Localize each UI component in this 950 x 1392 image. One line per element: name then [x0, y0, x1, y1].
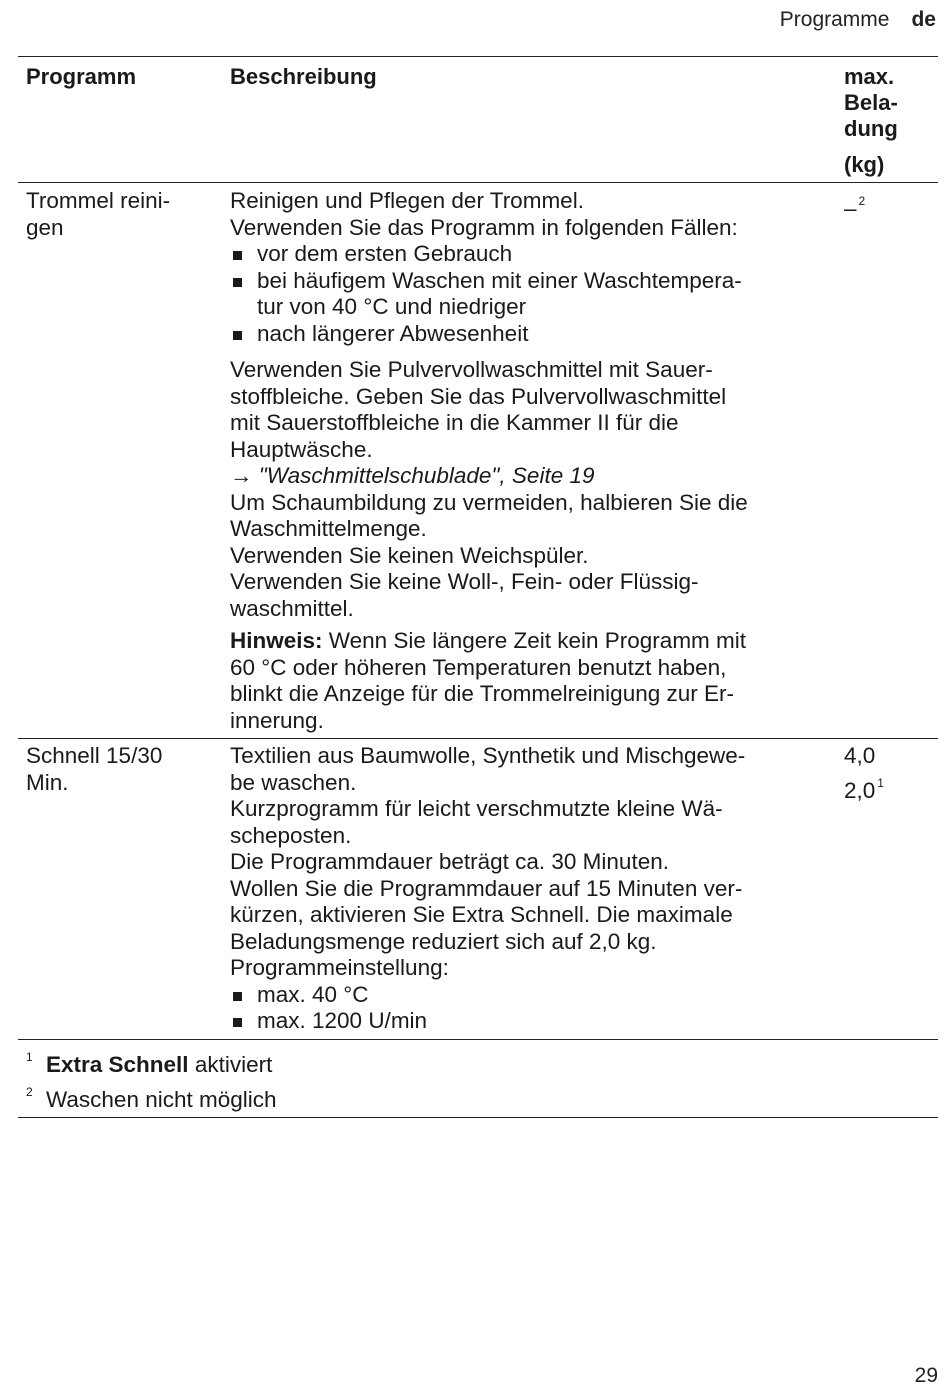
- text-line: be waschen.: [230, 769, 357, 795]
- text-line: 60 °C oder höheren Temperaturen benutzt haben,: [230, 654, 727, 680]
- text-line: Die Programmdauer beträgt ca. 30 Minuten.: [230, 849, 669, 874]
- max-load-value: 4,0: [844, 743, 876, 768]
- footnote-number: 2: [26, 1084, 33, 1099]
- text-line: mit Sauerstoffbleiche in die Kammer II für die: [230, 410, 679, 435]
- bullet-square-icon: [233, 1018, 242, 1027]
- max-load-value: 2,0: [844, 777, 876, 803]
- bullet-item: [230, 241, 834, 268]
- text-line: Beladungsmenge reduziert sich auf 2,0 kg.: [230, 928, 657, 954]
- max-load: [834, 183, 938, 738]
- program-name-line: Min.: [26, 769, 69, 795]
- bullet-square-icon: [233, 331, 242, 340]
- text-line: stoffbleiche. Geben Sie das Pulvervollwaschmittel: [230, 383, 727, 409]
- bullet-list: [230, 241, 834, 347]
- program-name-line: Schnell 15/30: [26, 743, 163, 768]
- program-name: [18, 739, 222, 1039]
- table-row-quick: [18, 739, 938, 1040]
- text-line: bei häufigem Waschen mit einer Waschtempera-: [257, 267, 742, 293]
- bullet-item: [230, 321, 834, 348]
- bullet-item: [230, 982, 834, 1009]
- max-load: [834, 739, 938, 1039]
- text-line: max. 1200 U/min: [257, 1008, 428, 1033]
- footnote: [26, 1044, 938, 1079]
- program-description: [222, 183, 834, 738]
- text-line: blinkt die Anzeige für die Trommelreinigung zur Er-: [230, 681, 734, 706]
- text-line: Hauptwäsche.: [230, 436, 373, 462]
- program-description: [222, 739, 834, 1039]
- bullet-square-icon: [233, 251, 242, 260]
- text-line: scheposten.: [230, 822, 352, 848]
- program-name-line: Trommel reini-: [26, 188, 171, 213]
- text-line: Verwenden Sie keine Woll-, Fein- oder Flüssig-: [230, 569, 699, 594]
- footnote-ref: 1: [877, 775, 884, 790]
- text-line: Wenn Sie längere Zeit kein Programm mit: [328, 628, 747, 653]
- text-line: max. 40 °C: [257, 981, 369, 1007]
- text-line: innerung.: [230, 707, 324, 733]
- program-table: [18, 58, 938, 1118]
- text-line: Waschmittelmenge.: [230, 516, 427, 541]
- text-line: Verwenden Sie Pulvervollwaschmittel mit Sauer-: [230, 357, 713, 382]
- header-max-load-line: Bela-: [844, 90, 898, 115]
- text-line: Wollen Sie die Programmdauer auf 15 Minuten ver-: [230, 875, 743, 901]
- section-title: Programme: [779, 8, 890, 31]
- header-max-load-unit: (kg): [844, 152, 885, 177]
- footnote-ref: 2: [858, 194, 866, 208]
- table-header-row: [18, 58, 938, 183]
- text-line: waschmittel.: [230, 595, 354, 621]
- top-rule: [18, 56, 938, 57]
- cross-reference-link[interactable]: → "Waschmittelschublade", Seite 19: [230, 463, 595, 488]
- bullet-item: [230, 1008, 834, 1035]
- table-row-drum-clean: [18, 183, 938, 739]
- bullet-list: [230, 982, 834, 1035]
- page-header: [780, 8, 936, 32]
- text-line: Reinigen und Pflegen der Trommel.: [230, 188, 584, 213]
- footnote-number: 1: [26, 1050, 33, 1064]
- footnote-text: Waschen nicht möglich: [46, 1086, 277, 1112]
- program-name: [18, 183, 222, 738]
- footnote-bold: Extra Schnell: [46, 1052, 189, 1077]
- header-max-load-line: dung: [844, 116, 898, 141]
- max-load-value: –: [844, 196, 857, 221]
- text-line: Kurzprogramm für leicht verschmutzte kleine Wä-: [230, 796, 723, 821]
- header-max-load: [834, 58, 938, 182]
- footnotes: [18, 1040, 938, 1118]
- bullet-square-icon: [233, 278, 242, 287]
- text-line: Um Schaumbildung zu vermeiden, halbieren Sie die: [230, 489, 748, 515]
- text-line: nach längerer Abwesenheit: [257, 320, 529, 346]
- bullet-item: [230, 268, 834, 321]
- note: [230, 628, 834, 655]
- text-line: Verwenden Sie das Programm in folgenden Fällen:: [230, 214, 738, 240]
- language-code: de: [911, 8, 936, 31]
- text-line: tur von 40 °C und niedriger: [257, 294, 527, 319]
- program-name-line: gen: [26, 214, 64, 240]
- text-line: Verwenden Sie keinen Weichspüler.: [230, 542, 589, 568]
- bullet-square-icon: [233, 992, 242, 1001]
- footnote: [26, 1079, 938, 1114]
- header-program: Programm: [26, 64, 137, 89]
- note-label: Hinweis:: [230, 628, 323, 653]
- text-line: Textilien aus Baumwolle, Synthetik und Mischgewe-: [230, 743, 746, 768]
- header-max-load-line: max.: [844, 64, 895, 89]
- text-line: vor dem ersten Gebrauch: [257, 241, 513, 266]
- text-line: Programmeinstellung:: [230, 955, 449, 980]
- header-description: Beschreibung: [230, 64, 377, 89]
- footnote-text: aktiviert: [188, 1052, 273, 1077]
- page-number: 29: [914, 1364, 938, 1387]
- text-line: kürzen, aktivieren Sie Extra Schnell. Die maximale: [230, 902, 733, 927]
